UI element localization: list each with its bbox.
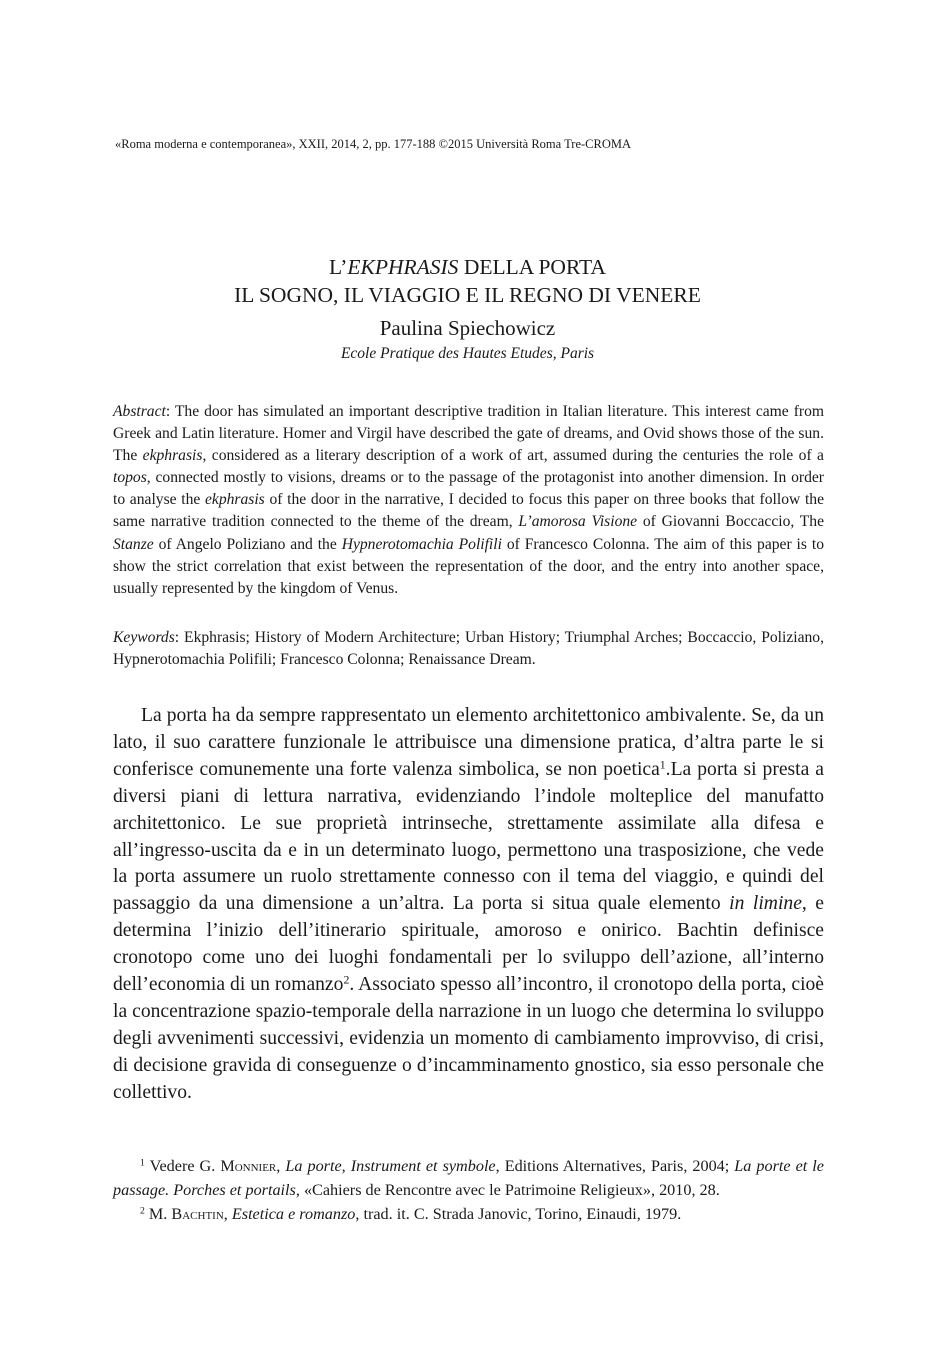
footnote-ref-1[interactable]: 1 xyxy=(659,758,666,772)
footnote-number: 2 xyxy=(140,1205,145,1217)
author-name: Paulina Spiechowicz xyxy=(379,316,556,340)
footnote-author: Bachtin xyxy=(171,1205,224,1223)
abstract-label: Abstract xyxy=(113,403,166,420)
article-title-line-2: IL SOGNO, IL VIAGGIO E IL REGNO DI VENERE xyxy=(234,283,701,307)
footnote-1: $^1$ Vedere G. Monnier, La porte, Instrument et symbole, Editions Alternatives, Paris, 2004; La porte et le passage. Porches et portails, «Cahiers de Rencontre avec le Patrimoine Religieux», 2010, 28. xyxy=(113,1157,824,1199)
author-affiliation: Ecole Pratique des Hautes Etudes, Paris xyxy=(340,345,595,362)
keywords: Keywords: Ekphrasis; History of Modern Architecture; Urban History; Triumphal Arches; Boccaccio, Poliziano, Hypnerotomachia Polifili; Francesco Colonna; Renaissance Dream. xyxy=(113,629,824,669)
article-title-line-1: L’EKPHRASIS DELLA PORTA xyxy=(329,255,606,279)
keywords-label: Keywords xyxy=(113,629,175,646)
footnote-author: Monnier xyxy=(220,1157,277,1175)
abstract: Abstract: The door has simulated an important descriptive tradition in Italian literature. This interest came from Greek and Latin literature. Homer and Virgil have described the gate of dreams, and Ovid shows those of the sun. The ekphrasis, considered as a literary description of a work of art, assumed during the centuries the role of a topos, connected mostly to visions, dreams or to the passage of the protagonist into another dimension. In order to analyse the ekphrasis of the door in the narrative, I decided to focus this paper on three books that follow the same narrative tradition connected to the theme of the dream, L’amorosa Visione of Giovanni Boccaccio, The Stanze of Angelo Poliziano and the Hypnerotomachia Polifili of Francesco Colonna. The aim of this paper is to show the strict correlation that exist between the representation of the door, and the entry into another space, usually represented by the kingdom of Venus. xyxy=(113,403,825,597)
body-paragraph: La porta ha da sempre rappresentato un elemento architettonico ambivalente. Se, da un lato, il suo carattere funzionale le attribuisce una dimensione pratica, d’altra parte le si conferisce comunemente una forte valenza simbolica, se non poetica$^1$.La porta si presta a diversi piani di lettura narrativa, evidenziando l’indole molteplice del manufatto architettonico. Le sue proprietà intrinseche, strettamente assimilate alla difesa e all’ingresso-uscita da e in un determinato luogo, permettono una trasposizione, che vede la porta assumere un ruolo strettamente connesso con il tema del viaggio, e quindi del passaggio da una dimensione a un’altra. La porta si situa quale elemento in limine, e determina l’inizio dell’itinerario spirituale, amoroso e onirico. Bachtin definisce cronotopo come uno dei luoghi fondamentali per lo sviluppo dell’azione, all’interno dell’economia di un romanzo$^2$. Associato spesso all’incontro, il cronotopo della porta, cioè la concentrazione spazio-temporale della narrazione in un luogo che determina lo sviluppo degli avvenimenti successivi, evidenzia un momento di cambiamento improvviso, di crisi, di decisione gravida di conseguenze o d’incamminamento gnostico, sia esso personale che collettivo. xyxy=(113,705,825,1103)
footnote-number: 1 xyxy=(140,1157,145,1169)
journal-citation: «Roma moderna e contemporanea», XXII, 2014, 2, pp. 177-188 ©2015 Università Roma Tre-CROMA xyxy=(115,137,632,151)
footnote-ref-2[interactable]: 2 xyxy=(343,973,350,987)
footnote-2: $^2$ M. Bachtin, Estetica e romanzo, trad. it. C. Strada Janovic, Torino, Einaudi, 1979. xyxy=(140,1205,682,1223)
